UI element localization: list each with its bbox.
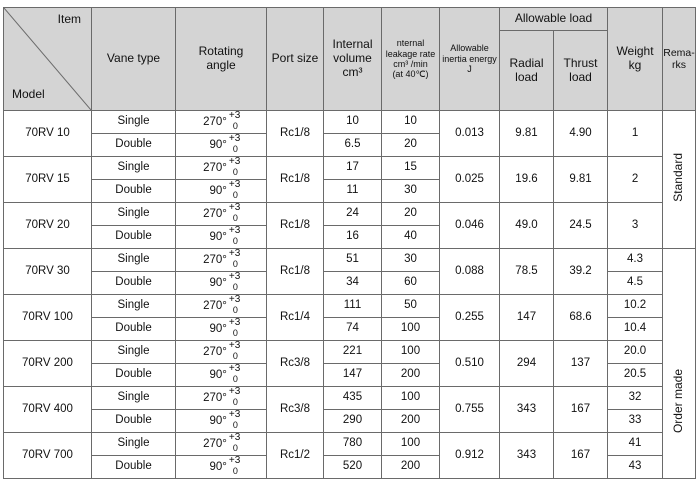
rotating-angle-cell: 270° +3 0: [176, 249, 267, 272]
radial-load-cell: 9.81: [500, 111, 554, 157]
table-row: [4, 157, 696, 180]
model-label: Model: [12, 87, 45, 102]
angle-tolerance: +3 0: [228, 248, 241, 269]
thrust-load-cell: 24.5: [554, 203, 608, 249]
vane-type-cell: Double: [92, 410, 176, 433]
rotating-angle-cell: 270° +3 0: [176, 433, 267, 456]
leakage-rate-cell: 15: [382, 157, 440, 180]
item-model-header: [4, 8, 92, 111]
item-label: Item: [57, 12, 81, 26]
inertia-energy-header: Allowable inertia energy J: [440, 8, 500, 111]
rotating-angle-cell: 90° +3 0: [176, 410, 267, 433]
port-size-cell: Rc1/2: [267, 433, 324, 479]
vane-type-cell: Double: [92, 272, 176, 295]
internal-volume-cell: 221: [324, 341, 382, 364]
internal-volume-header: Internal volume cm³: [324, 8, 382, 111]
angle-tolerance: +3 0: [228, 432, 241, 453]
model-cell: 70RV 200: [4, 341, 92, 387]
internal-volume-cell: 111: [324, 295, 382, 318]
vane-type-cell: Double: [92, 226, 176, 249]
angle-tolerance: +3 0: [228, 271, 241, 292]
inertia-energy-cell: 0.013: [440, 111, 500, 157]
port-size-cell: Rc1/8: [267, 249, 324, 295]
angle-tolerance: +3 0: [228, 409, 241, 430]
leakage-rate-cell: 20: [382, 134, 440, 157]
angle-tolerance: +3 0: [228, 179, 241, 200]
model-cell: 70RV 15: [4, 157, 92, 203]
vane-type-cell: Single: [92, 203, 176, 226]
inertia-energy-cell: 0.025: [440, 157, 500, 203]
spec-table: [3, 7, 696, 479]
internal-volume-cell: 16: [324, 226, 382, 249]
angle-tolerance: +3 0: [228, 156, 241, 177]
leakage-rate-cell: 200: [382, 410, 440, 433]
port-size-cell: Rc1/8: [267, 111, 324, 157]
internal-volume-cell: 17: [324, 157, 382, 180]
leakage-rate-cell: 50: [382, 295, 440, 318]
angle-tolerance: +3 0: [228, 455, 241, 476]
port-size-cell: Rc3/8: [267, 387, 324, 433]
weight-cell: 3: [608, 203, 663, 249]
angle-tolerance: +3 0: [228, 363, 241, 384]
thrust-load-cell: 167: [554, 433, 608, 479]
leakage-rate-cell: 60: [382, 272, 440, 295]
model-cell: 70RV 30: [4, 249, 92, 295]
radial-load-cell: 49.0: [500, 203, 554, 249]
vane-type-cell: Double: [92, 456, 176, 479]
rotating-angle-cell: 270° +3 0: [176, 203, 267, 226]
vane-type-cell: Single: [92, 157, 176, 180]
leakage-rate-cell: 200: [382, 456, 440, 479]
table-row: [4, 433, 696, 456]
angle-tolerance: +3 0: [228, 133, 241, 154]
weight-cell: 10.2: [608, 295, 663, 318]
leakage-rate-cell: 20: [382, 203, 440, 226]
rotating-angle-cell: 90° +3 0: [176, 318, 267, 341]
internal-volume-cell: 10: [324, 111, 382, 134]
weight-cell: 2: [608, 157, 663, 203]
angle-tolerance: +3 0: [228, 110, 241, 131]
rotating-angle-cell: 270° +3 0: [176, 111, 267, 134]
angle-tolerance: +3 0: [228, 294, 241, 315]
table-row: [4, 249, 696, 272]
table-row: [4, 387, 696, 410]
radial-load-cell: 19.6: [500, 157, 554, 203]
weight-cell: 32: [608, 387, 663, 410]
rotating-angle-header: Rotating angle: [176, 8, 267, 111]
radial-load-cell: 78.5: [500, 249, 554, 295]
rotating-angle-cell: 90° +3 0: [176, 180, 267, 203]
leakage-rate-cell: 40: [382, 226, 440, 249]
thrust-load-cell: 167: [554, 387, 608, 433]
weight-cell: 4.5: [608, 272, 663, 295]
inertia-energy-cell: 0.510: [440, 341, 500, 387]
weight-cell: 10.4: [608, 318, 663, 341]
vane-type-cell: Single: [92, 295, 176, 318]
radial-load-cell: 147: [500, 295, 554, 341]
rotating-angle-cell: 270° +3 0: [176, 387, 267, 410]
thrust-load-header: Thrust load: [554, 31, 608, 111]
port-size-cell: Rc1/8: [267, 203, 324, 249]
inertia-energy-cell: 0.088: [440, 249, 500, 295]
vane-type-cell: Double: [92, 364, 176, 387]
model-cell: 70RV 400: [4, 387, 92, 433]
model-cell: 70RV 100: [4, 295, 92, 341]
thrust-load-cell: 137: [554, 341, 608, 387]
angle-tolerance: +3 0: [228, 386, 241, 407]
vane-type-cell: Single: [92, 433, 176, 456]
internal-volume-cell: 6.5: [324, 134, 382, 157]
port-size-cell: Rc1/8: [267, 157, 324, 203]
weight-cell: 43: [608, 456, 663, 479]
internal-volume-cell: 290: [324, 410, 382, 433]
rotating-angle-cell: 90° +3 0: [176, 272, 267, 295]
weight-header: Weight kg: [608, 8, 663, 111]
rotating-angle-cell: 90° +3 0: [176, 134, 267, 157]
allowable-load-header: Allowable load: [500, 8, 608, 31]
internal-volume-cell: 34: [324, 272, 382, 295]
rotating-angle-cell: 270° +3 0: [176, 295, 267, 318]
leakage-rate-cell: 10: [382, 111, 440, 134]
rotating-angle-cell: 90° +3 0: [176, 364, 267, 387]
model-cell: 70RV 10: [4, 111, 92, 157]
radial-load-header: Radial load: [500, 31, 554, 111]
vane-type-cell: Double: [92, 318, 176, 341]
vane-type-cell: Double: [92, 134, 176, 157]
thrust-load-cell: 4.90: [554, 111, 608, 157]
vane-type-cell: Single: [92, 387, 176, 410]
internal-volume-cell: 780: [324, 433, 382, 456]
table-row: [4, 295, 696, 318]
inertia-energy-cell: 0.255: [440, 295, 500, 341]
model-cell: 70RV 700: [4, 433, 92, 479]
angle-tolerance: +3 0: [228, 202, 241, 223]
internal-volume-cell: 435: [324, 387, 382, 410]
vane-type-cell: Single: [92, 341, 176, 364]
radial-load-cell: 343: [500, 433, 554, 479]
inertia-energy-cell: 0.755: [440, 387, 500, 433]
inertia-energy-cell: 0.046: [440, 203, 500, 249]
weight-cell: 20.5: [608, 364, 663, 387]
weight-cell: 4.3: [608, 249, 663, 272]
leakage-rate-cell: 30: [382, 249, 440, 272]
port-size-cell: Rc1/4: [267, 295, 324, 341]
radial-load-cell: 343: [500, 387, 554, 433]
leakage-rate-cell: 30: [382, 180, 440, 203]
internal-volume-cell: 11: [324, 180, 382, 203]
spec-table-body: [4, 111, 696, 479]
radial-load-cell: 294: [500, 341, 554, 387]
table-row: [4, 341, 696, 364]
leakage-rate-cell: 100: [382, 387, 440, 410]
thrust-load-cell: 68.6: [554, 295, 608, 341]
vane-type-header: Vane type: [92, 8, 176, 111]
angle-tolerance: +3 0: [228, 317, 241, 338]
inertia-energy-cell: 0.912: [440, 433, 500, 479]
weight-cell: 1: [608, 111, 663, 157]
angle-tolerance: +3 0: [228, 225, 241, 246]
rotating-angle-cell: 90° +3 0: [176, 226, 267, 249]
vane-type-cell: Double: [92, 180, 176, 203]
port-size-header: Port size: [267, 8, 324, 111]
model-cell: 70RV 20: [4, 203, 92, 249]
internal-volume-cell: 520: [324, 456, 382, 479]
thrust-load-cell: 39.2: [554, 249, 608, 295]
leakage-rate-cell: 100: [382, 318, 440, 341]
internal-volume-cell: 147: [324, 364, 382, 387]
leakage-rate-cell: 100: [382, 433, 440, 456]
internal-volume-cell: 51: [324, 249, 382, 272]
leakage-rate-header: nternal leakage rate cm³ /min (at 40℃): [382, 8, 440, 111]
rotating-angle-cell: 270° +3 0: [176, 341, 267, 364]
port-size-cell: Rc3/8: [267, 341, 324, 387]
rotating-angle-cell: 90° +3 0: [176, 456, 267, 479]
thrust-load-cell: 9.81: [554, 157, 608, 203]
vane-type-cell: Single: [92, 249, 176, 272]
table-row: [4, 111, 696, 134]
weight-cell: 41: [608, 433, 663, 456]
leakage-rate-cell: 100: [382, 341, 440, 364]
weight-cell: 33: [608, 410, 663, 433]
remarks-header: Rema- rks: [663, 8, 696, 111]
rotating-angle-cell: 270° +3 0: [176, 157, 267, 180]
internal-volume-cell: 24: [324, 203, 382, 226]
internal-volume-cell: 74: [324, 318, 382, 341]
remarks-order-made: Order made: [663, 249, 696, 479]
weight-cell: 20.0: [608, 341, 663, 364]
remarks-standard: Standard: [663, 111, 696, 249]
table-row: [4, 203, 696, 226]
vane-type-cell: Single: [92, 111, 176, 134]
leakage-rate-cell: 200: [382, 364, 440, 387]
angle-tolerance: +3 0: [228, 340, 241, 361]
